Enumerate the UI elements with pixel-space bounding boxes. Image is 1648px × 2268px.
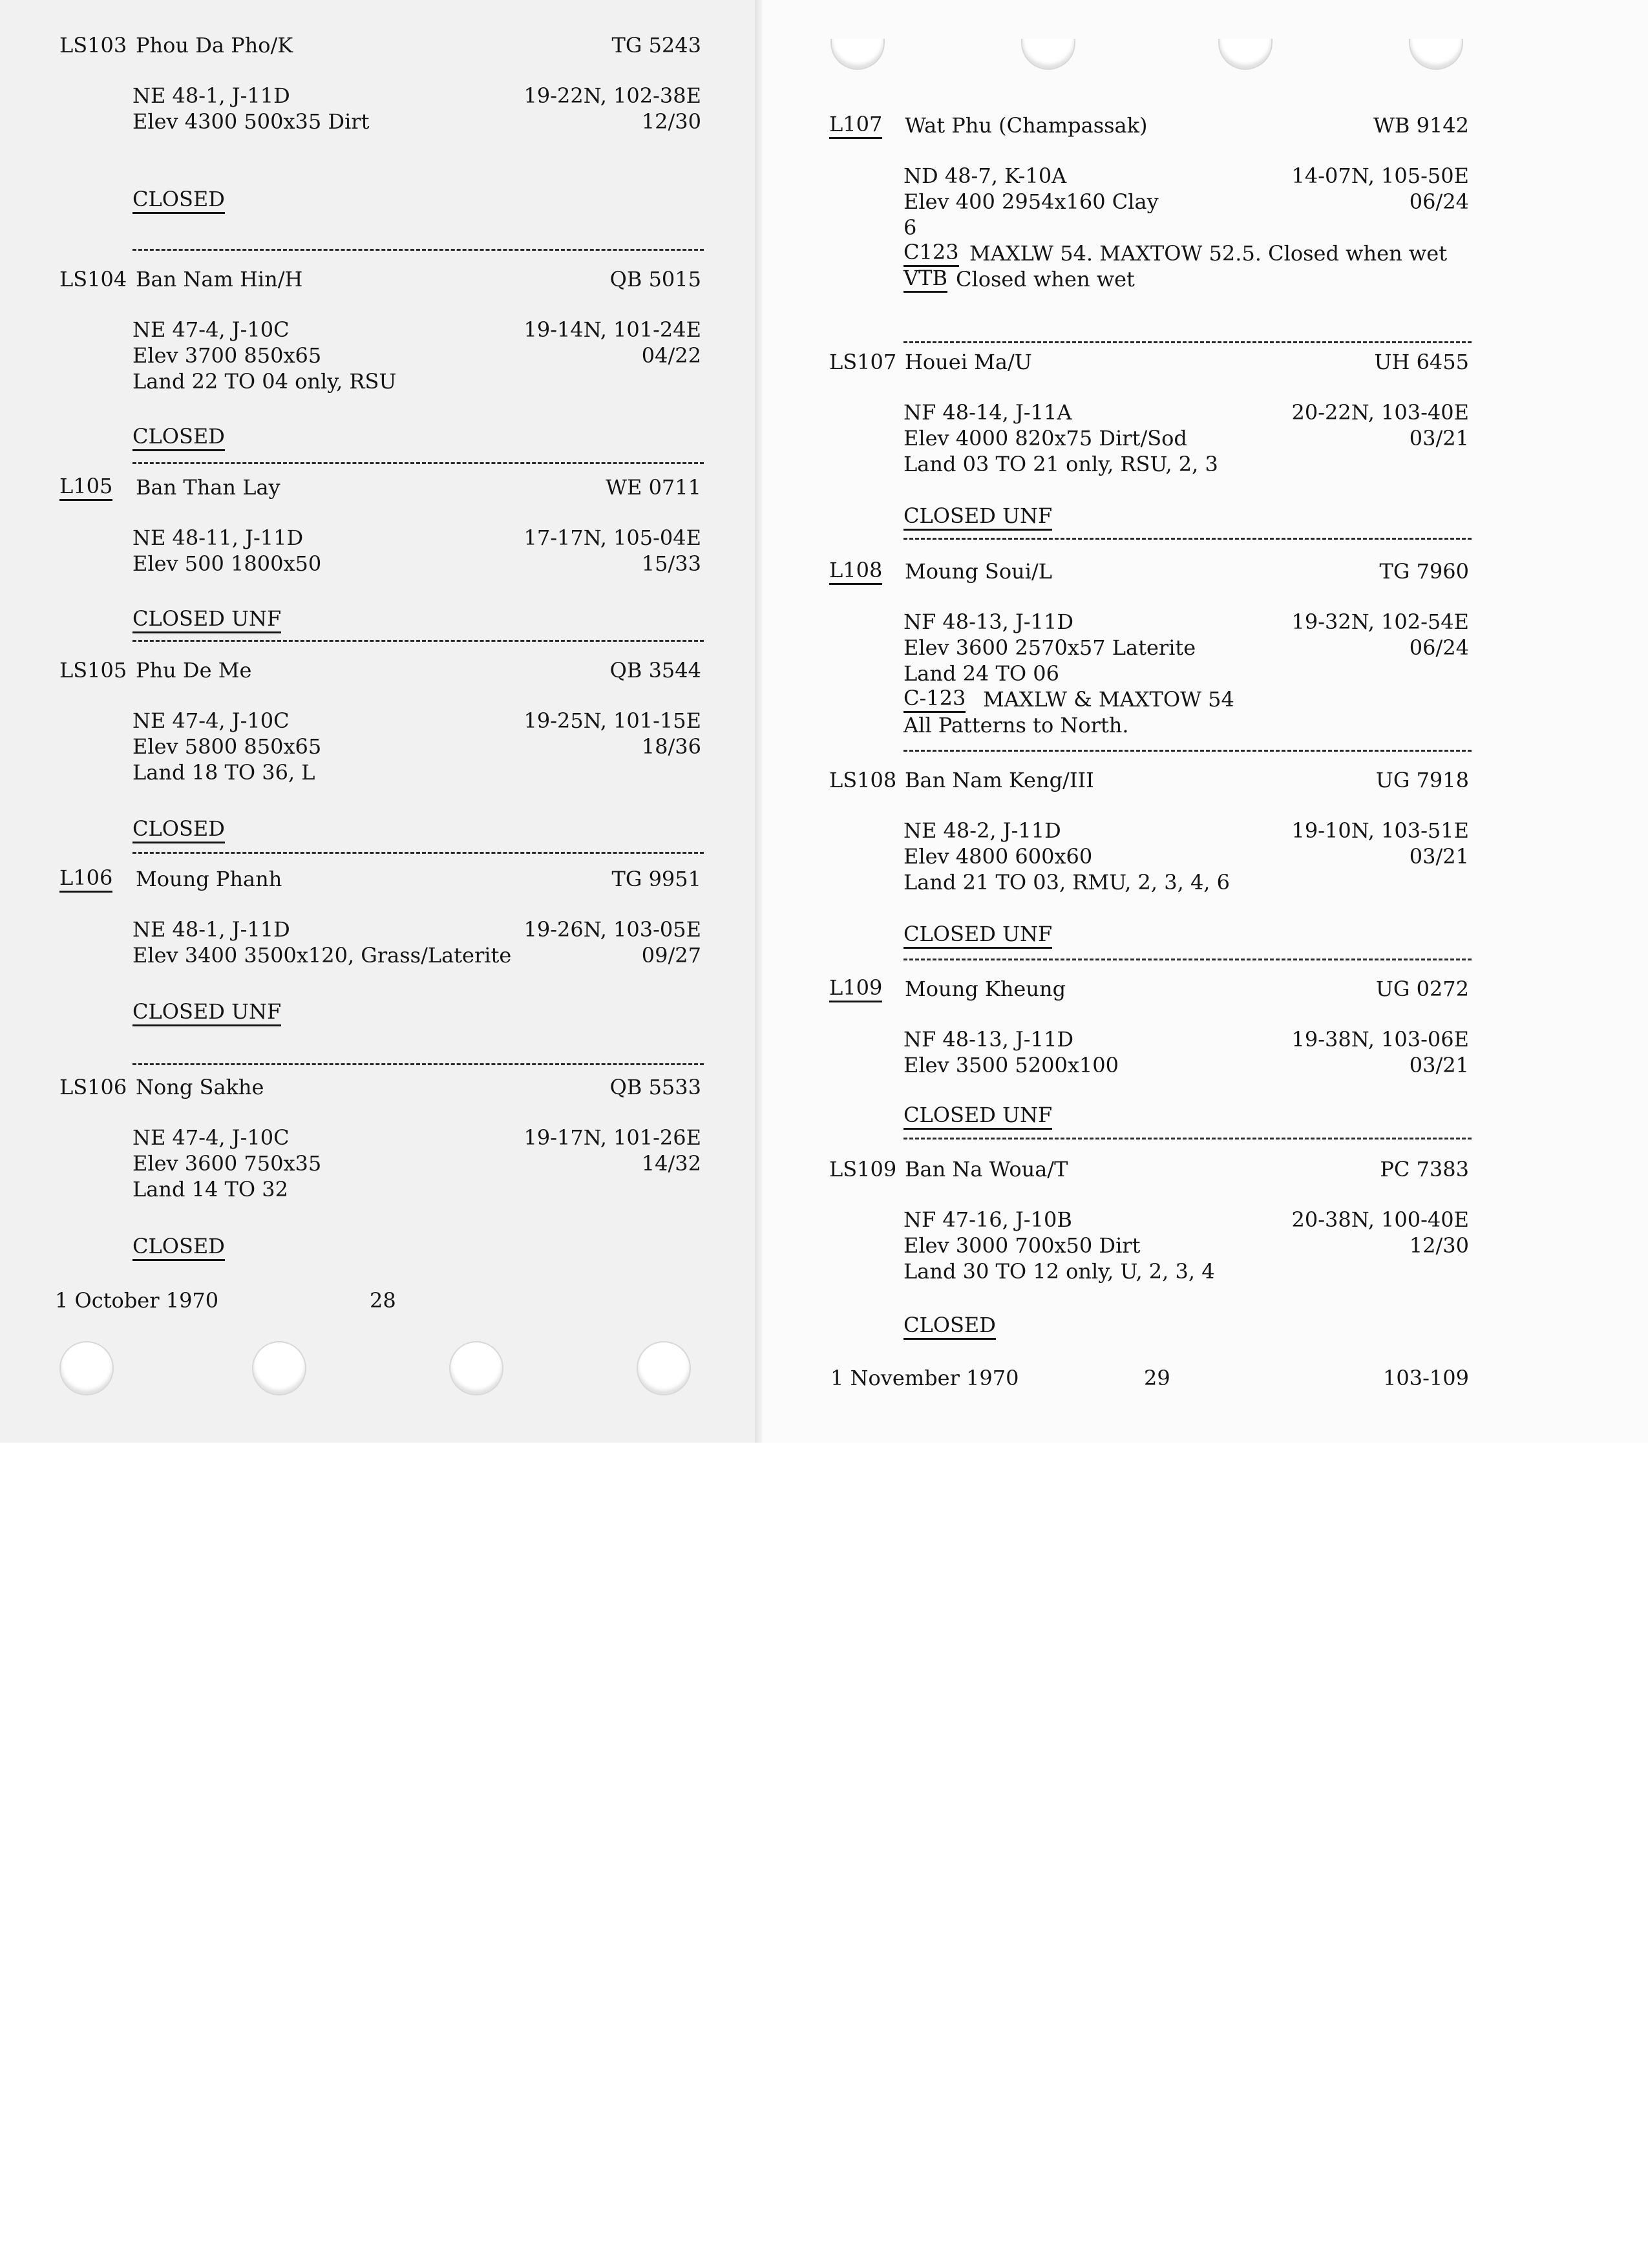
detail-right: 03/21	[1409, 1053, 1469, 1077]
status-line	[0, 186, 760, 215]
detail-line	[0, 107, 760, 136]
detail-right: 14/32	[641, 1151, 701, 1176]
grid-reference: TG 5243	[611, 33, 701, 58]
detail-line	[763, 162, 1648, 190]
site-name: Moung Phanh	[136, 867, 282, 891]
site-code: L108	[829, 557, 882, 585]
note-label: VTB	[903, 265, 947, 293]
status-line	[763, 921, 1648, 949]
detail-right: 03/21	[1409, 426, 1469, 450]
detail-right: 19-25N, 101-15E	[523, 708, 701, 733]
detail-line	[0, 732, 760, 761]
detail-line	[0, 915, 760, 944]
detail-left: Elev 5800 850x65	[132, 734, 322, 759]
site-name: Ban Na Woua/T	[905, 1157, 1068, 1182]
status-line	[0, 606, 760, 634]
site-name: Nong Sakhe	[136, 1075, 264, 1099]
detail-left: Elev 3000 700x50 Dirt	[903, 1233, 1141, 1258]
detail-left: Land 30 TO 12 only, U, 2, 3, 4	[903, 1259, 1215, 1284]
entry-divider	[903, 538, 1472, 540]
detail-line	[0, 758, 760, 787]
detail-right: 19-22N, 102-38E	[523, 83, 701, 108]
detail-right: 18/36	[641, 734, 701, 759]
detail-line	[0, 1123, 760, 1152]
detail-line	[763, 633, 1648, 662]
detail-left: Land 14 TO 32	[132, 1177, 288, 1202]
site-code: LS105	[59, 658, 127, 683]
punch-hole	[59, 1341, 114, 1395]
entry-header	[763, 1155, 1648, 1183]
detail-line	[0, 367, 760, 396]
punch-hole	[252, 1341, 306, 1395]
detail-left: NF 48-13, J-11D	[903, 609, 1073, 634]
entry-header	[0, 656, 760, 684]
entry-header	[763, 766, 1648, 794]
note-text: Closed when wet	[956, 267, 1135, 291]
detail-left: ND 48-7, K-10A	[903, 164, 1067, 188]
footer-date: 1 November 1970	[830, 1366, 1019, 1390]
detail-left: Land 24 TO 06	[903, 661, 1059, 686]
detail-left: Elev 3400 3500x120, Grass/Laterite	[132, 943, 512, 968]
detail-left: NF 48-14, J-11A	[903, 400, 1072, 425]
detail-left: Land 18 TO 36, L	[132, 760, 315, 785]
detail-line	[0, 706, 760, 735]
entry-header	[0, 1073, 760, 1101]
note-label: C-123	[903, 685, 966, 713]
left-page	[0, 0, 760, 1443]
detail-left: NE 48-1, J-11D	[132, 917, 290, 942]
status-line	[0, 816, 760, 844]
grid-reference: WB 9142	[1373, 113, 1469, 138]
site-code: LS109	[829, 1157, 897, 1182]
site-code: L109	[829, 975, 882, 1002]
entry-header	[0, 265, 760, 293]
detail-line	[763, 659, 1648, 688]
detail-line	[0, 81, 760, 110]
page-range: 103-109	[1383, 1366, 1469, 1390]
detail-left: 6	[903, 215, 917, 240]
detail-right: 19-14N, 101-24E	[523, 317, 701, 342]
status-line	[0, 423, 760, 452]
detail-right: 19-26N, 103-05E	[523, 917, 701, 942]
detail-right: 03/21	[1409, 844, 1469, 869]
site-code: LS107	[829, 350, 897, 374]
note-text: MAXLW & MAXTOW 54	[983, 687, 1234, 712]
detail-left: Elev 4000 820x75 Dirt/Sod	[903, 426, 1187, 450]
entry-divider	[132, 852, 704, 854]
detail-left: Land 21 TO 03, RMU, 2, 3, 4, 6	[903, 870, 1230, 895]
note-line	[763, 711, 1648, 739]
grid-reference: PC 7383	[1380, 1157, 1469, 1182]
site-name: Moung Kheung	[905, 977, 1066, 1001]
detail-left: NE 48-11, J-11D	[132, 525, 304, 550]
detail-line	[763, 187, 1648, 216]
entry-divider	[132, 1063, 704, 1065]
status-badge: CLOSED UNF	[903, 921, 1052, 949]
status-badge: CLOSED	[132, 1233, 225, 1261]
grid-reference: QB 5533	[609, 1075, 701, 1099]
detail-right: 20-22N, 103-40E	[1291, 400, 1469, 425]
status-badge: CLOSED UNF	[903, 503, 1052, 531]
detail-line	[763, 450, 1648, 478]
entry-divider	[903, 959, 1472, 960]
grid-reference: TG 9951	[611, 867, 701, 891]
page-number: 28	[370, 1288, 396, 1313]
footer-date: 1 October 1970	[55, 1288, 219, 1313]
detail-line	[763, 1205, 1648, 1234]
detail-left: NE 47-4, J-10C	[132, 317, 290, 342]
grid-reference: QB 5015	[609, 267, 701, 291]
site-name: Ban Nam Hin/H	[136, 267, 303, 291]
status-badge: CLOSED UNF	[903, 1102, 1052, 1130]
detail-left: NE 48-1, J-11D	[132, 83, 290, 108]
detail-right: 06/24	[1409, 189, 1469, 214]
detail-line	[0, 524, 760, 552]
status-badge: CLOSED	[132, 186, 225, 214]
punch-hole	[1409, 39, 1463, 70]
detail-right: 19-38N, 103-06E	[1291, 1027, 1469, 1052]
punch-hole	[1021, 39, 1075, 70]
entry-divider	[903, 341, 1472, 343]
detail-line	[0, 941, 760, 970]
note-line	[763, 239, 1648, 268]
entry-header	[763, 348, 1648, 376]
entry-header	[0, 473, 760, 502]
entry-header	[763, 111, 1648, 140]
entry-divider	[132, 249, 704, 251]
grid-reference: WE 0711	[606, 475, 701, 500]
detail-left: NF 48-13, J-11D	[903, 1027, 1073, 1052]
page-number: 29	[1144, 1366, 1170, 1390]
detail-left: Land 22 TO 04 only, RSU	[132, 369, 397, 394]
site-code: LS103	[59, 33, 127, 58]
detail-line	[763, 1231, 1648, 1260]
detail-line	[763, 842, 1648, 871]
detail-right: 12/30	[1409, 1233, 1469, 1258]
grid-reference: QB 3544	[609, 658, 701, 683]
note-line	[763, 265, 1648, 293]
note-label: C123	[903, 239, 959, 267]
site-name: Houei Ma/U	[905, 350, 1032, 374]
status-line	[763, 1102, 1648, 1130]
entry-divider	[132, 462, 704, 464]
detail-right: 09/27	[641, 943, 701, 968]
detail-right: 15/33	[641, 551, 701, 576]
detail-left: Land 03 TO 21 only, RSU, 2, 3	[903, 452, 1218, 476]
status-badge: CLOSED UNF	[132, 606, 281, 633]
site-name: Ban Than Lay	[136, 475, 280, 500]
site-code: LS108	[829, 768, 897, 792]
site-code: LS106	[59, 1075, 127, 1099]
site-name: Phou Da Pho/K	[136, 33, 293, 58]
entry-header	[0, 31, 760, 59]
detail-left: Elev 3600 2570x57 Laterite	[903, 635, 1196, 660]
note-text: MAXLW 54. MAXTOW 52.5. Closed when wet	[969, 241, 1448, 266]
detail-line	[763, 1257, 1648, 1286]
detail-left: Elev 3500 5200x100	[903, 1053, 1119, 1077]
detail-line	[763, 213, 1648, 242]
status-line	[763, 503, 1648, 531]
detail-left: Elev 3600 750x35	[132, 1151, 322, 1176]
detail-line	[763, 1051, 1648, 1079]
detail-left: NF 47-16, J-10B	[903, 1207, 1072, 1232]
grid-reference: UG 7918	[1375, 768, 1469, 792]
punch-hole	[1218, 39, 1273, 70]
grid-reference: UG 0272	[1375, 977, 1469, 1001]
detail-right: 19-32N, 102-54E	[1291, 609, 1469, 634]
detail-right: 06/24	[1409, 635, 1469, 660]
status-line	[763, 1312, 1648, 1341]
status-badge: CLOSED	[132, 816, 225, 843]
status-badge: CLOSED UNF	[132, 999, 281, 1026]
detail-left: Elev 4800 600x60	[903, 844, 1093, 869]
site-code: L107	[829, 111, 882, 139]
punch-hole	[637, 1341, 691, 1395]
site-name: Wat Phu (Champassak)	[905, 113, 1148, 138]
detail-line	[763, 608, 1648, 636]
detail-right: 20-38N, 100-40E	[1291, 1207, 1469, 1232]
detail-left: NE 48-2, J-11D	[903, 818, 1061, 843]
grid-reference: UH 6455	[1374, 350, 1469, 374]
detail-line	[763, 424, 1648, 452]
entry-header	[0, 865, 760, 893]
detail-right: 19-10N, 103-51E	[1291, 818, 1469, 843]
detail-line	[763, 868, 1648, 896]
entry-divider	[132, 640, 704, 642]
grid-reference: TG 7960	[1379, 559, 1469, 584]
detail-left: Elev 3700 850x65	[132, 343, 322, 368]
detail-right: 19-17N, 101-26E	[523, 1125, 701, 1150]
detail-line	[763, 1025, 1648, 1054]
site-name: Ban Nam Keng/III	[905, 768, 1094, 792]
detail-line	[763, 816, 1648, 845]
detail-left: Elev 500 1800x50	[132, 551, 322, 576]
note-line	[763, 685, 1648, 714]
right-page	[763, 0, 1648, 1443]
site-code: L106	[59, 865, 112, 893]
site-code: L105	[59, 473, 112, 501]
entry-divider	[903, 1138, 1472, 1139]
detail-right: 04/22	[641, 343, 701, 368]
detail-right: 12/30	[641, 109, 701, 134]
entry-header	[763, 975, 1648, 1003]
punch-hole	[830, 39, 885, 70]
site-name: Phu De Me	[136, 658, 252, 683]
detail-line	[763, 398, 1648, 427]
detail-line	[0, 315, 760, 344]
site-code: LS104	[59, 267, 127, 291]
note-text: All Patterns to North.	[903, 713, 1129, 737]
site-name: Moung Soui/L	[905, 559, 1052, 584]
detail-left: NE 47-4, J-10C	[132, 1125, 290, 1150]
detail-line	[0, 1149, 760, 1178]
status-badge: CLOSED	[132, 423, 225, 451]
entry-divider	[903, 750, 1472, 752]
detail-left: NE 47-4, J-10C	[132, 708, 290, 733]
detail-line	[0, 1175, 760, 1203]
detail-right: 17-17N, 105-04E	[523, 525, 701, 550]
detail-right: 14-07N, 105-50E	[1291, 164, 1469, 188]
detail-left: Elev 400 2954x160 Clay	[903, 189, 1159, 214]
detail-line	[0, 341, 760, 370]
status-line	[0, 999, 760, 1027]
status-badge: CLOSED	[903, 1312, 996, 1340]
entry-header	[763, 557, 1648, 586]
detail-line	[0, 549, 760, 578]
detail-left: Elev 4300 500x35 Dirt	[132, 109, 370, 134]
status-line	[0, 1233, 760, 1262]
punch-hole	[449, 1341, 503, 1395]
